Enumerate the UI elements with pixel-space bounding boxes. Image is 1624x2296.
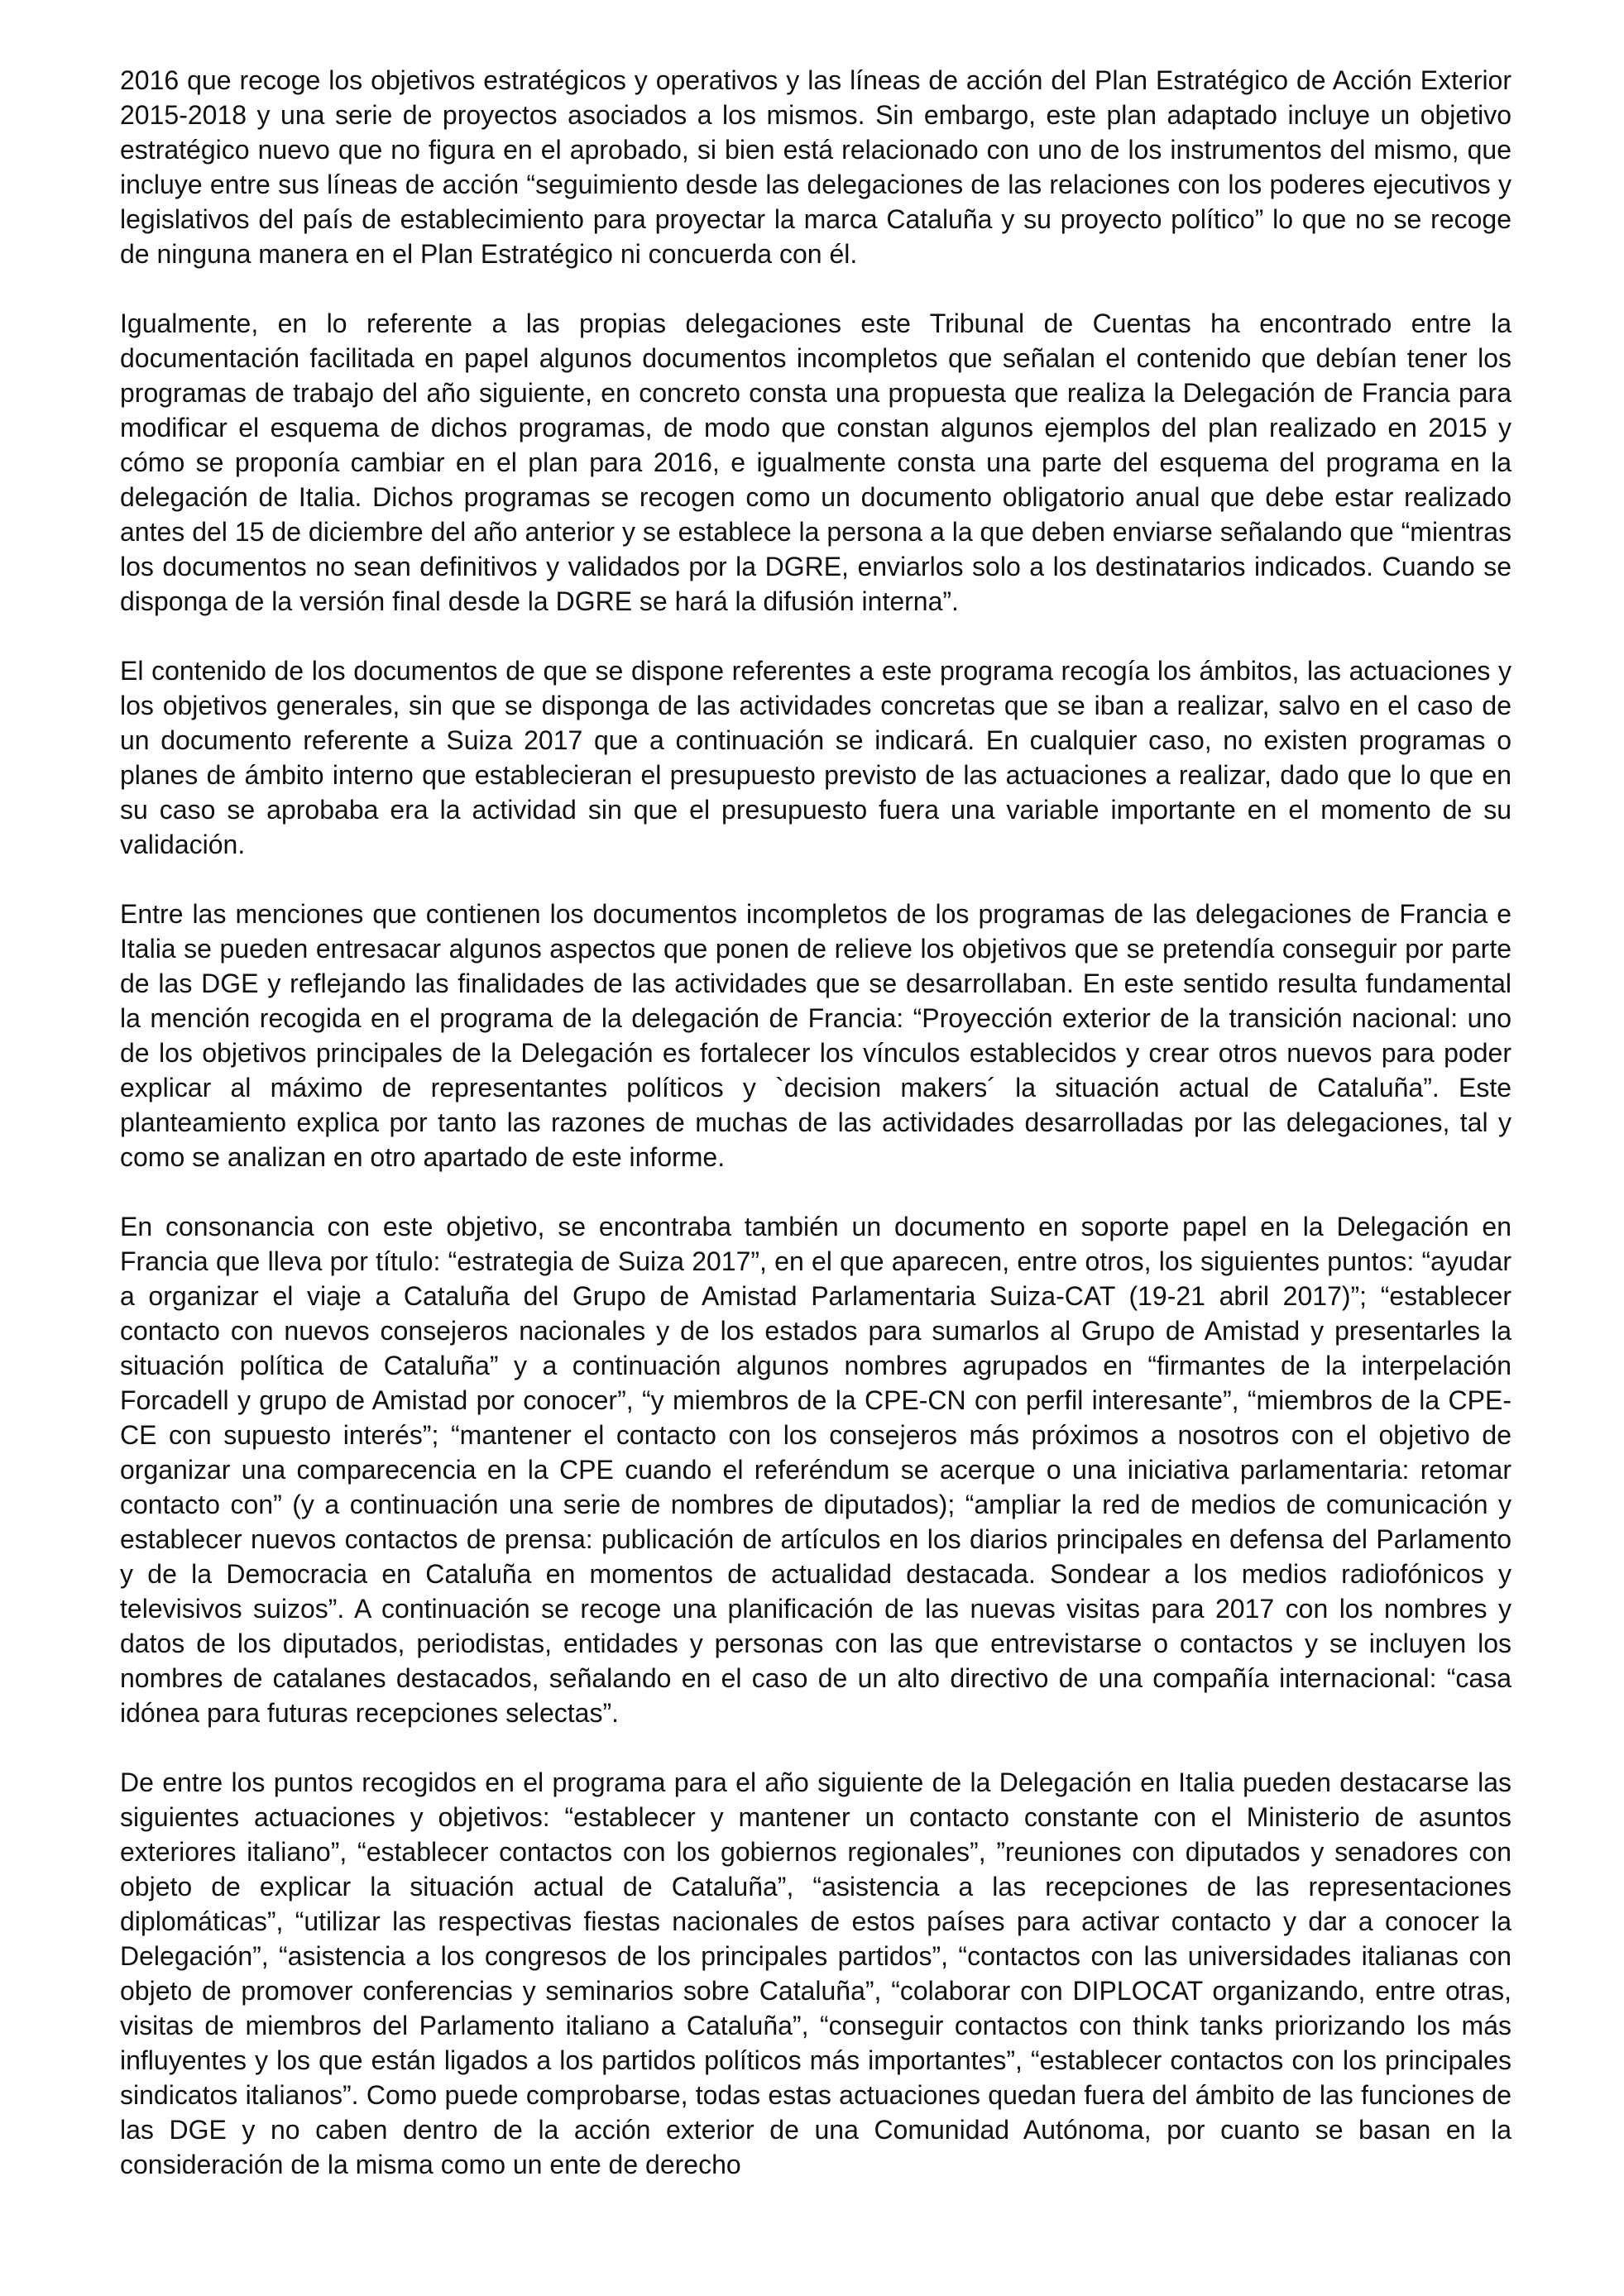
paragraph-1: 2016 que recoge los objetivos estratégicos y operativos y las líneas de acción del Plan Estratégico de Acción Exterior 2015-2018 y una serie de proyectos asociados a los mismos. Sin embargo, este plan adaptado incluye un objetivo estratégico nuevo que no figura en el aprobado, si bien está relacionado con uno de los instrumentos del mismo, que incluye entre sus líneas de acción “seguimiento desde las delegaciones de las relaciones con los poderes ejecutivos y legislativos del país de establecimiento para proyectar la marca Cataluña y su proyecto político” lo que no se recoge de ninguna manera en el Plan Estratégico ni concuerda con él. xyxy=(120,65,1511,269)
paragraph-4: Entre las menciones que contienen los documentos incompletos de los programas de las delegaciones de Francia e Italia se pueden entresacar algunos aspectos que ponen de relieve los objetivos que se pretendía conseguir por parte de las DGE y reflejando las finalidades de las actividades que se desarrollaban. En este sentido resulta fundamental la mención recogida en el programa de la delegación de Francia: “Proyección exterior de la transición nacional: uno de los objetivos principales de la Delegación es fortalecer los vínculos establecidos y crear otros nuevos para poder explicar al máximo de representantes políticos y `decision makers´ la situación actual de Cataluña”. Este planteamiento explica por tanto las razones de muchas de las actividades desarrolladas por las delegaciones, tal y como se analizan en otro apartado de este informe. xyxy=(120,899,1511,1172)
document-body xyxy=(120,63,1511,2217)
paragraph-3: El contenido de los documentos de que se dispone referentes a este programa recogía los ámbitos, las actuaciones y los objetivos generales, sin que se disponga de las actividades concretas que se iban a realizar, salvo en el caso de un documento referente a Suiza 2017 que a continuación se indicará. En cualquier caso, no existen programas o planes de ámbito interno que establecieran el presupuesto previsto de las actuaciones a realizar, dado que lo que en su caso se aprobaba era la actividad sin que el presupuesto fuera una variable importante en el momento de su validación. xyxy=(120,656,1511,859)
paragraph-5: En consonancia con este objetivo, se encontraba también un documento en soporte papel en la Delegación en Francia que lleva por título: “estrategia de Suiza 2017”, en el que aparecen, entre otros, los siguientes puntos: “ayudar a organizar el viaje a Cataluña del Grupo de Amistad Parlamentaria Suiza-CAT (19-21 abril 2017)”; “establecer contacto con nuevos consejeros nacionales y de los estados para sumarlos al Grupo de Amistad y presentarles la situación política de Cataluña” y a continuación algunos nombres agrupados en “firmantes de la interpelación Forcadell y grupo de Amistad por conocer”, “y miembros de la CPE-CN con perfil interesante”, “miembros de la CPE-CE con supuesto interés”; “mantener el contacto con los consejeros más próximos a nosotros con el objetivo de organizar una comparecencia en la CPE cuando el referéndum se acerque o una iniciativa parlamentaria: retomar contacto con” (y a continuación una serie de nombres de diputados); “ampliar la red de medios de comunicación y establecer nuevos contactos de prensa: publicación de artículos en los diarios principales en defensa del Parlamento y de la Democracia en Cataluña en momentos de actualidad destacada. Sondear a los medios radiofónicos y televisivos suizos”. A continuación se recoge una planificación de las nuevas visitas para 2017 con los nombres y datos de los diputados, periodistas, entidades y personas con las que entrevistarse o contactos y se incluyen los nombres de catalanes destacados, señalando en el caso de un alto directivo de una compañía internacional: “casa idónea para futuras recepciones selectas”. xyxy=(120,1212,1511,1728)
paragraph-6: De entre los puntos recogidos en el programa para el año siguiente de la Delegación en Italia pueden destacarse las siguientes actuaciones y objetivos: “establecer y mantener un contacto constante con el Ministerio de asuntos exteriores italiano”, “establecer contactos con los gobiernos regionales”, ”reuniones con diputados y senadores con objeto de explicar la situación actual de Cataluña”, “asistencia a las recepciones de las representaciones diplomáticas”, “utilizar las respectivas fiestas nacionales de estos países para activar contacto y dar a conocer la Delegación”, “asistencia a los congresos de los principales partidos”, “contactos con las universidades italianas con objeto de promover conferencias y seminarios sobre Cataluña”, “colaborar con DIPLOCAT organizando, entre otras, visitas de miembros del Parlamento italiano a Cataluña”, “conseguir contactos con think tanks priorizando los más influyentes y los que están ligados a los partidos políticos más importantes”, “establecer contactos con los principales sindicatos italianos”. Como puede comprobarse, todas estas actuaciones quedan fuera del ámbito de las funciones de las DGE y no caben dentro de la acción exterior de una Comunidad Autónoma, por cuanto se basan en la consideración de la misma como un ente de derecho xyxy=(120,1767,1511,2179)
paragraph-2: Igualmente, en lo referente a las propias delegaciones este Tribunal de Cuentas ha encontrado entre la documentación facilitada en papel algunos documentos incompletos que señalan el contenido que debían tener los programas de trabajo del año siguiente, en concreto consta una propuesta que realiza la Delegación de Francia para modificar el esquema de dichos programas, de modo que constan algunos ejemplos del plan realizado en 2015 y cómo se proponía cambiar en el plan para 2016, e igualmente consta una parte del esquema del programa en la delegación de Italia. Dichos programas se recogen como un documento obligatorio anual que debe estar realizado antes del 15 de diciembre del año anterior y se establece la persona a la que deben enviarse señalando que “mientras los documentos no sean definitivos y validados por la DGRE, enviarlos solo a los destinatarios indicados. Cuando se disponga de la versión final desde la DGRE se hará la difusión interna”. xyxy=(120,309,1511,616)
